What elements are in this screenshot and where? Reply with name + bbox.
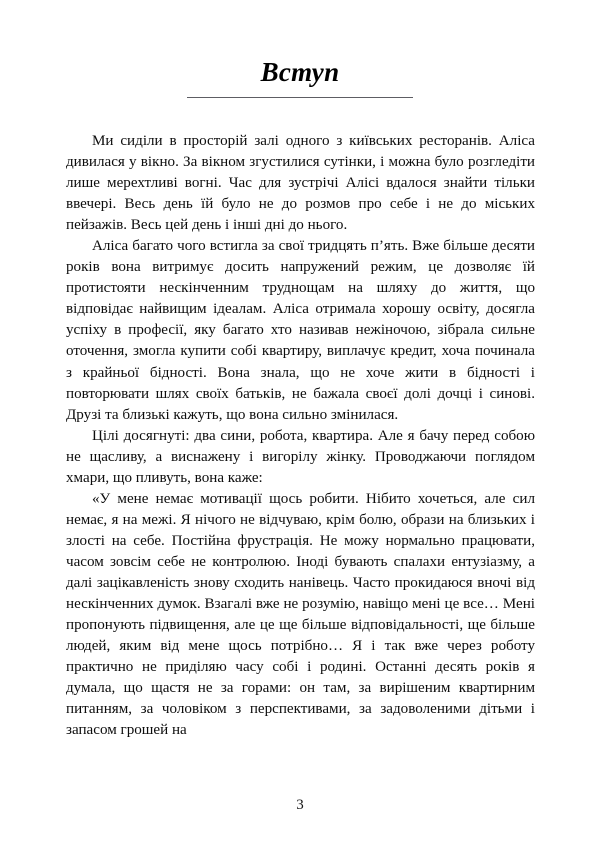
paragraph-2: Аліса багато чого встигла за свої тридцять п’ять. Вже більше десяти років вона витримує досить напружений режим, це дозволяє їй протистояти нескінченним труднощам на шляху до життя, що відповідає найвищим ідеалам. Аліса отримала хорошу освіту, досягла успіху в професії, яку багато хто називав нежіночою, зібрала сильне оточення, змогла купити собі квартиру, виплачує кредит, хоча починала з крайньої бідності. Вона знала, що не хоче жити в бідності і повторювати шлях своїх батьків, не бажала своєї долі дочці і синові. Друзі та близькі кажуть, що вона сильно змінилася. bbox=[66, 238, 535, 423]
chapter-heading-block bbox=[0, 56, 600, 98]
page-title: Вступ bbox=[260, 57, 340, 87]
title-divider bbox=[187, 97, 413, 98]
body-text-column bbox=[66, 131, 535, 741]
page-number: 3 bbox=[296, 797, 304, 813]
paragraph-4: «У мене немає мотивації щось робити. Нібито хочеться, але сил немає, я на межі. Я нічого не відчуваю, крім болю, образи на близьких і злості на себе. Постійна фрустрація. Не можу нормально працювати, часом зовсім себе не контролюю. Іноді бувають спалахи ентузіазму, а далі зацікавленість знову сходить нанівець. Часто прокидаюся вночі від нескінченних думок. Взагалі вже не розумію, навіщо мені це все… Мені пропонують підвищення, але це ще більше відповідальності, ще більше людей, яким від мене щось потрібно… Я і так вже через роботу практично не приділяю часу собі і родині. Останні десять років я думала, що щастя не за горами: он там, за вирішеним квартирним питанням, за чоловіком з перспективами, за задоволеними дітьми і запасом грошей на bbox=[66, 490, 535, 739]
paragraph-3: Цілі досягнуті: два сини, робота, квартира. Але я бачу перед собою не щасливу, а виснажену і вигорілу жінку. Проводжаючи поглядом хмари, що пливуть, вона каже: bbox=[66, 427, 535, 486]
paragraph-1: Ми сиділи в просторій залі одного з київських ресторанів. Аліса дивилася у вікно. За вікном згустилися сутінки, і можна було розгледіти лише мерехтливі вогні. Час для зустрічі Алісі вдалося знайти тільки ввечері. Весь день їй було не до розмов про себе і не до міських пейзажів. Весь цей день і інші дні до нього. bbox=[66, 133, 535, 234]
